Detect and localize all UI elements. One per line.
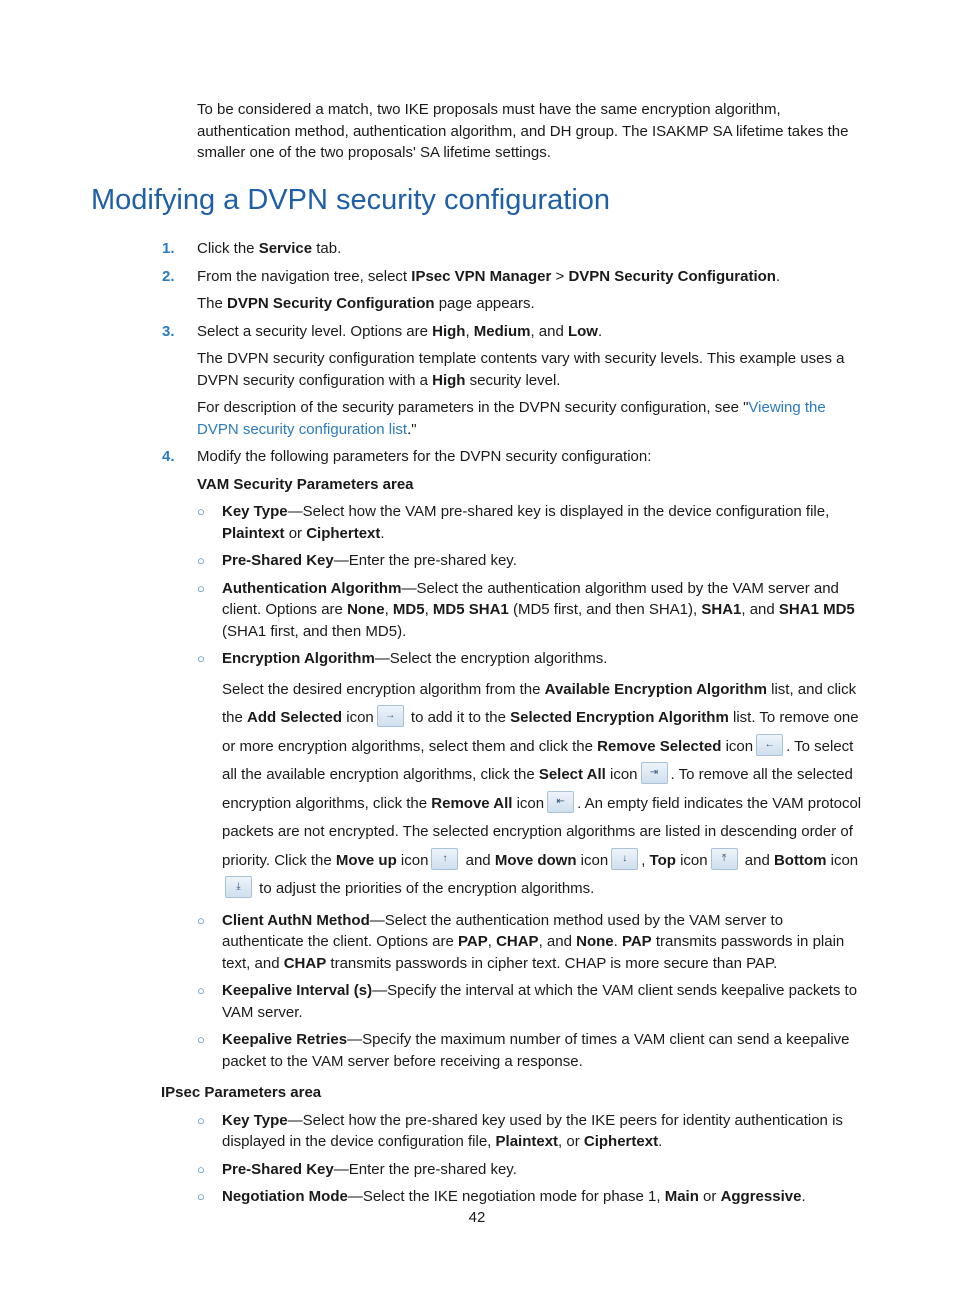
vam-auth-item [0,578,864,643]
param-desc: transmits passwords in cipher text. CHAP is more secure than PAP. [326,954,778,972]
param-desc: (MD5 first, and then SHA1), [508,601,702,618]
vam-enc-item [0,648,864,670]
option-term: None [576,933,614,950]
step-number: 4. [162,448,175,465]
param-desc: , or [558,1133,584,1150]
ui-term: Top [649,851,676,869]
param-desc: (SHA1 first, and then MD5). [222,622,407,640]
step-number: 2. [162,267,175,285]
param-desc: —Select how the VAM pre-shared key is displayed in the device configuration file, [287,503,830,520]
ui-term: Select All [538,766,606,783]
ipsec-negotiation-item [0,1186,864,1208]
ui-term: High [432,322,466,340]
param-desc: . [380,524,385,542]
bullet-circle-icon: ○ [197,580,205,596]
bullet-circle-icon: ○ [197,912,205,928]
ui-term: High [432,371,466,389]
detail-text: to add it to the [406,709,511,726]
param-desc: —Select the IKE negotiation mode for phase 1, [347,1188,665,1205]
option-term: Aggressive [720,1188,802,1205]
option-term: SHA1 MD5 [778,601,855,618]
step-text: > [551,267,569,285]
param-desc: , [424,601,433,618]
ui-term: Low [567,322,598,340]
ui-term: Available Encryption Algorithm [544,680,767,698]
step-number: 3. [162,322,175,340]
param-name: Pre-Shared Key [222,552,334,569]
option-term: Main [664,1188,699,1205]
param-desc: —Specify the interval at which the VAM client sends keepalive packets to VAM server. [222,982,858,1021]
add-selected-icon: → [377,705,404,727]
detail-text: icon [342,709,374,726]
ipsec-key-type-item [0,1110,864,1153]
vam-key-type-item [0,501,864,544]
ui-term: DVPN Security Configuration [227,295,435,312]
ui-term: Service [258,240,313,257]
detail-text: list. To remove one or more encryption algorithms, select them and click the [222,709,859,755]
detail-text: Select the desired encryption algorithm from the [222,680,545,698]
detail-text: icon [396,851,429,869]
option-term: MD5 [392,601,425,618]
param-name: Key Type [222,503,288,520]
step-2 [0,266,864,288]
detail-text: . An empty field indicates the VAM protocol packets are not encrypted. The selected encryption algorithms are listed in descending order of priority. Click the [222,794,862,869]
param-desc: transmits passwords in plain text, and [222,933,845,972]
param-desc: —Select how the pre-shared key used by the IKE peers for identity authentication is displayed in the device configuration file, [222,1111,843,1150]
ipsec-area-title: IPsec Parameters area [161,1084,322,1101]
param-desc: —Select the encryption algorithms. [374,650,608,667]
note-text: security level. [465,371,561,389]
option-term: Plaintext [222,524,285,542]
param-name: Pre-Shared Key [222,1160,334,1178]
move-down-icon: ↓ [611,848,638,870]
detail-text: icon [512,794,545,812]
select-all-icon: ⇥ [641,762,668,784]
cross-reference-link[interactable]: Viewing the DVPN security configuration list [197,399,826,438]
note-text: ." [407,420,417,438]
detail-text: icon [675,851,708,869]
param-name: Keepalive Interval (s) [222,982,373,999]
step-text: Modify the following parameters for the DVPN security configuration: [197,448,652,465]
step-text: . [775,267,781,285]
detail-text: icon [576,851,609,869]
vam-area-title: VAM Security Parameters area [197,475,414,493]
remove-all-icon: ⇤ [547,791,574,813]
vam-keepalive-interval-item [0,980,864,1023]
option-term: PAP [621,933,652,950]
vam-client-authn-item [0,910,864,975]
detail-text: and [461,851,495,869]
option-term: CHAP [496,933,539,950]
param-name: Authentication Algorithm [222,579,402,597]
step-4 [0,446,864,468]
step-text: Click the [197,240,259,257]
ipsec-psk-item [0,1159,864,1181]
param-desc: . [658,1133,663,1150]
step-text: , and [530,322,568,340]
param-name: Negotiation Mode [222,1188,348,1205]
move-up-icon: ↑ [431,848,458,870]
option-term: MD5 SHA1 [432,601,509,618]
procedure-body [0,238,954,1214]
step-3 [0,321,864,343]
section-heading: Modifying a DVPN security configuration [91,184,611,216]
param-desc: —Select the authentication method used by the VAM server to authenticate the client. Options are [222,911,784,950]
param-desc: —Specify the maximum number of times a VAM client can send a keepalive packet to the VAM server before receiving a response. [222,1031,850,1070]
bullet-circle-icon: ○ [197,651,205,666]
param-desc: —Enter the pre-shared key. [333,552,517,569]
param-desc: . [801,1188,806,1205]
param-name: Encryption Algorithm [222,650,375,667]
param-name: Client AuthN Method [222,911,370,929]
detail-text: icon [721,737,754,755]
param-name: Key Type [222,1111,288,1129]
bullet-circle-icon: ○ [197,504,205,519]
param-desc: , [487,933,497,950]
ui-term: Move up [335,851,397,869]
ui-term: Selected Encryption Algorithm [510,709,729,726]
vam-psk-item [0,550,864,572]
detail-text: icon [826,851,859,869]
bullet-circle-icon: ○ [197,983,205,998]
param-desc: —Select the authentication algorithm used by the VAM server and client. Options are [222,579,839,618]
step-text: tab. [312,240,342,257]
detail-text: icon [605,766,638,783]
vam-keepalive-retries-item [0,1029,864,1072]
ui-term: Remove Selected [597,737,722,755]
ui-term: Medium [473,322,531,340]
option-term: SHA1 [701,601,742,618]
note-text: The DVPN security configuration template contents vary with security levels. This example uses a DVPN security configuration with a [197,350,845,389]
option-term: Ciphertext [306,524,381,542]
step-number: 1. [162,240,175,257]
ui-term: Move down [494,851,577,869]
note-text: For description of the security parameters in the DVPN security configuration, see " [197,399,749,416]
option-term: PAP [457,933,488,950]
bottom-icon: ⤓ [225,876,252,898]
param-desc: or [284,524,307,542]
detail-text: . To select all the available encryption algorithms, click the [222,737,854,783]
param-desc: , [384,601,393,618]
step-3-note-2 [0,397,864,440]
ui-term: Remove All [431,794,513,812]
bullet-circle-icon: ○ [197,1112,205,1128]
option-term: CHAP [283,954,327,972]
option-term: Ciphertext [583,1133,659,1150]
bullet-circle-icon: ○ [197,1032,205,1047]
bullet-circle-icon: ○ [197,1161,205,1177]
option-term: Plaintext [495,1133,559,1150]
page-number: 42 [468,1209,486,1226]
param-desc: or [698,1188,721,1205]
ui-term: Bottom [773,851,827,869]
step-text: Select a security level. Options are [197,322,433,340]
detail-text: and [740,851,774,869]
ui-term: Add Selected [247,709,343,726]
ui-term: IPsec VPN Manager [411,267,552,285]
note-text: page appears. [434,295,535,312]
param-name: Keepalive Retries [222,1031,348,1048]
detail-text: list, and click the [222,680,857,726]
param-desc: , and [741,601,779,618]
ui-term: DVPN Security Configuration [568,267,776,285]
step-1 [0,238,864,260]
step-2-note [0,293,864,315]
detail-text: to adjust the priorities of the encryption algorithms. [255,880,595,897]
detail-text: . To remove all the selected encryption algorithms, click the [222,766,853,812]
param-desc: , and [538,933,577,950]
note-text: The [197,295,228,312]
intro-paragraph: To be considered a match, two IKE proposals must have the same encryption algorithm, authentication method, authentication algorithm, and DH group. The ISAKMP SA lifetime takes the smaller one of the two proposals' SA lifetime settings. [197,101,849,161]
step-text: From the navigation tree, select [197,267,412,285]
step-text: . [597,322,603,340]
option-term: None [347,601,385,618]
vam-enc-detail [0,676,864,904]
bullet-circle-icon: ○ [197,553,205,568]
detail-text: , [641,851,650,869]
step-text: , [465,322,474,340]
bullet-circle-icon: ○ [197,1189,205,1204]
step-3-note-1 [0,348,864,391]
top-icon: ⤒ [711,848,738,870]
remove-selected-icon: ← [756,734,783,756]
param-desc: . [613,933,622,950]
param-desc: —Enter the pre-shared key. [333,1160,517,1178]
